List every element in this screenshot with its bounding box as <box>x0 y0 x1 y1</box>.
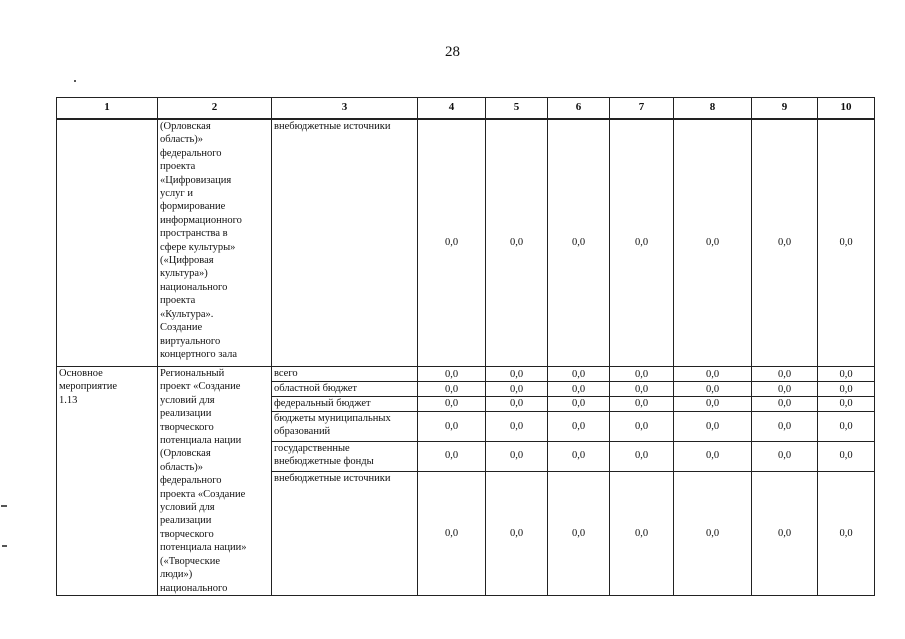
value-cell: 0,0 <box>818 471 875 595</box>
column-header: 8 <box>674 98 752 120</box>
value-cell: 0,0 <box>674 382 752 397</box>
project-name-line: условий для <box>160 394 215 406</box>
project-name-line: проект «Создание <box>160 381 241 393</box>
table-row <box>57 119 875 367</box>
project-name-line: услуг и <box>160 188 193 200</box>
value-cell: 0,0 <box>818 441 875 471</box>
value-cell: 0,0 <box>674 397 752 412</box>
value-cell: 0,0 <box>818 367 875 382</box>
value-cell: 0,0 <box>548 382 610 397</box>
project-name-line: «Культура». <box>160 308 214 320</box>
event-cell <box>57 119 158 367</box>
project-name-line: область)» <box>160 134 204 146</box>
value-cell: 0,0 <box>818 397 875 412</box>
value-cell: 0,0 <box>752 119 818 367</box>
event-label-line: мероприятие <box>59 381 117 393</box>
project-name-line: потенциала нации <box>160 435 242 447</box>
funding-source-cell: всего <box>272 367 418 382</box>
value-cell: 0,0 <box>610 119 674 367</box>
column-header: 3 <box>272 98 418 120</box>
value-cell: 0,0 <box>752 471 818 595</box>
value-cell: 0,0 <box>486 412 548 442</box>
project-name-line: потенциала нации» <box>160 542 247 554</box>
project-name-line: реализации <box>160 515 212 527</box>
scan-artifact <box>2 545 7 547</box>
project-name-line: область)» <box>160 461 204 473</box>
project-name-line: формирование <box>160 201 226 213</box>
project-name-line: федерального <box>160 475 222 487</box>
value-cell: 0,0 <box>418 119 486 367</box>
column-header: 5 <box>486 98 548 120</box>
project-name-line: информационного <box>160 214 242 226</box>
value-cell: 0,0 <box>610 382 674 397</box>
value-cell: 0,0 <box>610 412 674 442</box>
project-name-line: (Орловская <box>160 121 211 132</box>
project-name-line: проекта <box>160 161 196 173</box>
column-header: 4 <box>418 98 486 120</box>
event-label-cell <box>57 367 158 596</box>
project-name-line: люди») <box>160 569 193 581</box>
value-cell: 0,0 <box>418 471 486 595</box>
project-name-line: творческого <box>160 528 214 540</box>
column-header: 10 <box>818 98 875 120</box>
funding-source-cell: бюджеты муниципальных образований <box>272 412 418 442</box>
value-cell: 0,0 <box>752 412 818 442</box>
event-label-line: Основное <box>59 368 103 379</box>
value-cell: 0,0 <box>752 382 818 397</box>
funding-source-cell: государственные внебюджетные фонды <box>272 441 418 471</box>
value-cell: 0,0 <box>548 367 610 382</box>
value-cell: 0,0 <box>674 119 752 367</box>
project-name-line: сфере культуры» <box>160 241 236 253</box>
value-cell: 0,0 <box>548 441 610 471</box>
value-cell: 0,0 <box>486 441 548 471</box>
project-name-cell <box>158 119 272 367</box>
column-header: 1 <box>57 98 158 120</box>
value-cell: 0,0 <box>418 412 486 442</box>
column-header: 7 <box>610 98 674 120</box>
project-name-line: Региональный <box>160 368 225 379</box>
project-name-line: реализации <box>160 408 212 420</box>
project-name-line: национального <box>160 281 228 293</box>
value-cell: 0,0 <box>548 412 610 442</box>
value-cell: 0,0 <box>674 441 752 471</box>
project-name-line: («Цифровая <box>160 255 214 267</box>
funding-source-cell: областной бюджет <box>272 382 418 397</box>
project-name-line: («Творческие <box>160 555 221 567</box>
value-cell: 0,0 <box>674 471 752 595</box>
value-cell: 0,0 <box>610 471 674 595</box>
value-cell: 0,0 <box>610 367 674 382</box>
value-cell: 0,0 <box>486 367 548 382</box>
value-cell: 0,0 <box>418 367 486 382</box>
value-cell: 0,0 <box>486 382 548 397</box>
budget-table <box>56 97 875 596</box>
funding-source-cell: федеральный бюджет <box>272 397 418 412</box>
project-name-line: (Орловская <box>160 448 211 460</box>
value-cell: 0,0 <box>486 119 548 367</box>
value-cell: 0,0 <box>674 412 752 442</box>
value-cell: 0,0 <box>548 119 610 367</box>
project-name-line: концертного зала <box>160 348 238 360</box>
project-name-line: федерального <box>160 147 222 159</box>
table-row <box>57 367 875 382</box>
value-cell: 0,0 <box>674 367 752 382</box>
project-name-line: пространства в <box>160 228 228 240</box>
value-cell: 0,0 <box>548 471 610 595</box>
project-name-line: проекта «Создание <box>160 488 246 500</box>
value-cell: 0,0 <box>818 119 875 367</box>
funding-source-cell: внебюджетные источники <box>272 119 418 367</box>
project-name-line: «Цифровизация <box>160 174 232 186</box>
value-cell: 0,0 <box>610 441 674 471</box>
value-cell: 0,0 <box>752 367 818 382</box>
project-name-line: национального <box>160 582 228 594</box>
value-cell: 0,0 <box>418 382 486 397</box>
project-name-line: проекта <box>160 295 196 307</box>
value-cell: 0,0 <box>752 397 818 412</box>
value-cell: 0,0 <box>486 471 548 595</box>
value-cell: 0,0 <box>548 397 610 412</box>
value-cell: 0,0 <box>418 397 486 412</box>
column-header: 9 <box>752 98 818 120</box>
page-number: 28 <box>445 44 460 60</box>
column-header: 6 <box>548 98 610 120</box>
project-name-line: виртуального <box>160 335 221 347</box>
project-name-line: условий для <box>160 502 215 514</box>
funding-source-cell: внебюджетные источники <box>272 471 418 595</box>
project-name-cell <box>158 367 272 596</box>
column-header: 2 <box>158 98 272 120</box>
value-cell: 0,0 <box>418 441 486 471</box>
value-cell: 0,0 <box>486 397 548 412</box>
value-cell: 0,0 <box>610 397 674 412</box>
value-cell: 0,0 <box>752 441 818 471</box>
project-name-line: Создание <box>160 322 203 334</box>
project-name-line: творческого <box>160 421 214 433</box>
table-header-row <box>57 98 875 120</box>
value-cell: 0,0 <box>818 382 875 397</box>
event-label-line: 1.13 <box>59 394 78 406</box>
value-cell: 0,0 <box>818 412 875 442</box>
project-name-line: культура») <box>160 268 208 280</box>
scan-artifact <box>74 80 76 82</box>
scan-artifact <box>1 505 7 507</box>
